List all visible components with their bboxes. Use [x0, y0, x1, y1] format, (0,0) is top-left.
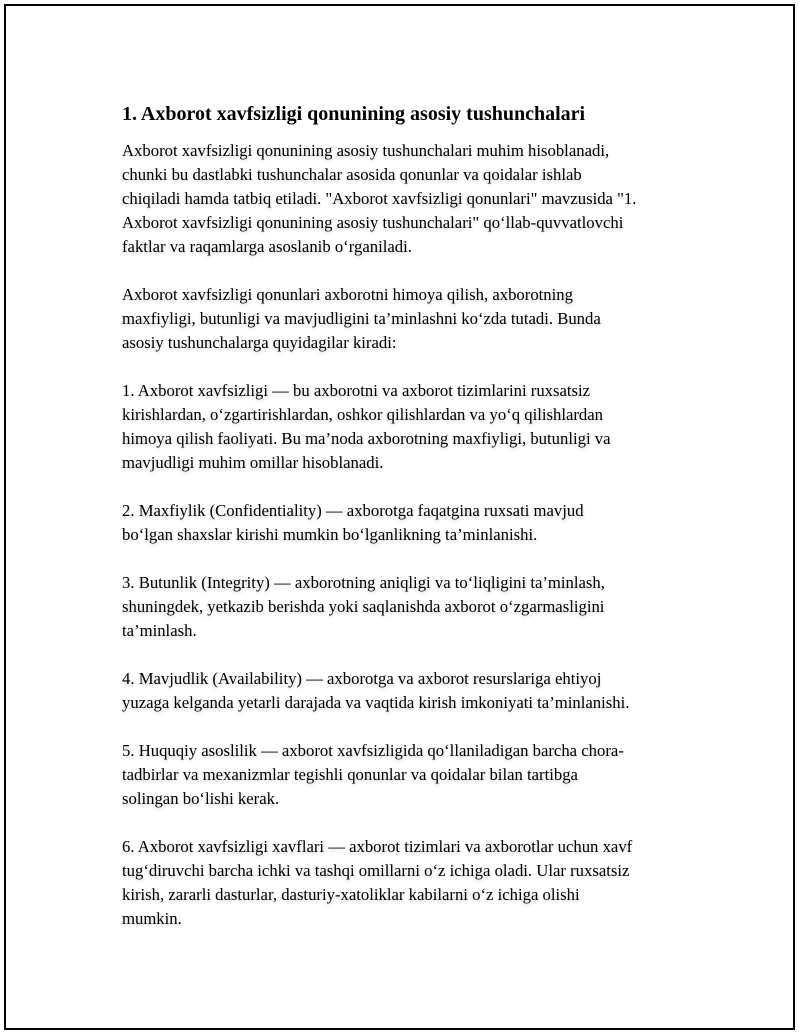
document-heading: 1. Axborot xavfsizligi qonunining asosiy tushunchalari: [122, 103, 586, 125]
document-body: [122, 102, 692, 931]
concept-confidentiality: 2. Maxfiylik (Confidentiality) — axborotga faqatgina ruxsati mavjud bo‘lgan shaxslar kirishi mumkin bo‘lganlikning ta’minlanishi.: [122, 501, 584, 544]
intro-paragraph: Axborot xavfsizligi qonunining asosiy tushunchalari muhim hisoblanadi, chunki bu dastlabki tushunchalar asosida qonunlar va qoidalar ishlab chiqiladi hamda tatbiq etiladi. "Axborot xavfsizligi qonunlari" mavzusida "1. Axborot xavfsizligi qonunining asosiy tushunchalari" qo‘llab-quvvatlovchi faktlar va raqamlarga asoslanib o‘rganiladi.: [122, 141, 637, 256]
document-page: [4, 4, 795, 1030]
concept-integrity: 3. Butunlik (Integrity) — axborotning aniqligi va to‘liqligini ta’minlash, shuningdek, yetkazib berishda yoki saqlanishda axborot o‘zgarmasligini ta’minlash.: [122, 573, 605, 640]
concept-availability: 4. Mavjudlik (Availability) — axborotga va axborot resurslariga ehtiyoj yuzaga kelganda yetarli darajada va vaqtida kirish imkoniyati ta’minlanishi.: [122, 669, 630, 712]
concept-information-security: 1. Axborot xavfsizligi — bu axborotni va axborot tizimlarini ruxsatsiz kirishlardan, o‘zgartirishlardan, oshkor qilishlardan va yo‘q qilishlardan himoya qilish faoliyati. Bu ma’noda axborotning maxfiyligi, butunligi va mavjudligi muhim omillar hisoblanadi.: [122, 381, 611, 472]
concept-legal-basis: 5. Huquqiy asoslilik — axborot xavfsizligida qo‘llaniladigan barcha chora- tadbirlar va mexanizmlar tegishli qonunlar va qoidalar bilan tartibga solingan bo‘lishi kerak.: [122, 741, 624, 808]
concept-security-threats: 6. Axborot xavfsizligi xavflari — axborot tizimlari va axborotlar uchun xavf tug‘diruvchi barcha ichki va tashqi omillarni o‘z ichiga oladi. Ular ruxsatsiz kirish, zararli dasturlar, dasturiy-xatoliklar kabilarni o‘z ichiga olishi mumkin.: [122, 837, 633, 928]
overview-paragraph: Axborot xavfsizligi qonunlari axborotni himoya qilish, axborotning maxfiyligi, butunligi va mavjudligini ta’minlashni ko‘zda tutadi. Bunda asosiy tushunchalarga quyidagilar kiradi:: [122, 285, 601, 352]
